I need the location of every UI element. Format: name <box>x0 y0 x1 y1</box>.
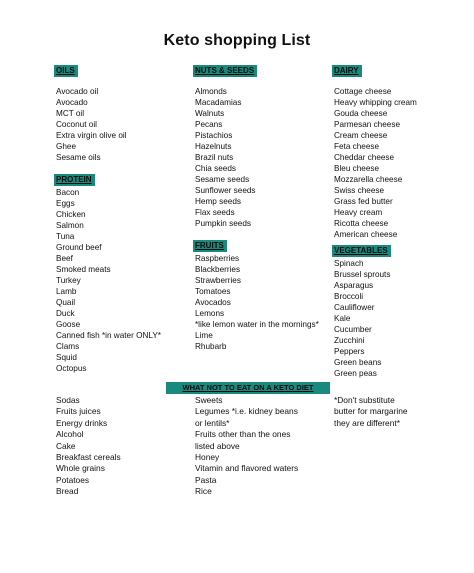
vegetables-item: Zucchini <box>334 336 365 345</box>
nuts-seeds-item: Almonds <box>195 87 227 96</box>
dairy-item: Bleu cheese <box>334 164 380 173</box>
avoid-item: Fruits other than the ones <box>195 429 291 440</box>
dairy-item: Heavy whipping cream <box>334 98 417 107</box>
avoid-note-line: butter for margarine <box>334 406 408 417</box>
avoid-item: Energy drinks <box>56 417 108 428</box>
nuts-seeds-item: Macadamias <box>195 98 242 107</box>
protein-item: Duck <box>56 309 75 318</box>
protein-item: Canned fish *in water ONLY* <box>56 331 161 340</box>
protein-item: Eggs <box>56 199 75 208</box>
vegetables-item: Green peas <box>334 369 377 378</box>
protein-list <box>56 187 161 374</box>
oils-item: Extra virgin olive oil <box>56 131 127 140</box>
nuts-seeds-item: Hazelnuts <box>195 142 232 151</box>
dairy-item: Parmesan cheese <box>334 120 400 129</box>
avoid-item: Pasta <box>195 474 217 485</box>
protein-item: Salmon <box>56 221 84 230</box>
page-title: Keto shopping List <box>163 32 311 49</box>
nuts-heading: NUTS & SEEDS <box>193 65 257 77</box>
dairy-item: Feta cheese <box>334 142 380 151</box>
avoid-item: Bread <box>56 486 79 497</box>
vegetables-heading: VEGETABLES <box>332 245 391 257</box>
dairy-item: Gouda cheese <box>334 109 388 118</box>
nuts-seeds-item: Pumpkin seeds <box>195 219 251 228</box>
protein-item: Tuna <box>56 232 75 241</box>
avoid-note <box>334 395 408 429</box>
oils-item: Ghee <box>56 142 77 151</box>
avoid-list-2 <box>195 395 298 498</box>
protein-item: Bacon <box>56 188 80 197</box>
protein-item: Chicken <box>56 210 86 219</box>
protein-heading: PROTEIN <box>54 174 95 186</box>
avoid-list-1 <box>56 395 121 498</box>
fruits-item: Rhubarb <box>195 342 227 351</box>
dairy-item: Mozzarella cheese <box>334 175 403 184</box>
avoid-item: Honey <box>195 452 220 463</box>
vegetables-item: Broccoli <box>334 292 364 301</box>
avoid-note-line: *Don't substitute <box>334 395 395 405</box>
dairy-item: Cheddar cheese <box>334 153 395 162</box>
avoid-item: Fruits juices <box>56 406 101 417</box>
oils-heading: OILS <box>54 65 78 77</box>
oils-item: Sesame oils <box>56 153 101 162</box>
oils-item: Avocado <box>56 98 88 107</box>
fruits-heading: FRUITS <box>193 240 227 252</box>
avoid-note-line: they are different* <box>334 417 400 428</box>
oils-list <box>56 86 161 163</box>
vegetables-item: Brussel sprouts <box>334 270 391 279</box>
protein-item: Squid <box>56 353 77 362</box>
vegetables-item: Green beans <box>334 358 382 367</box>
nuts-seeds-item: Flax seeds <box>195 208 235 217</box>
vegetables-list <box>334 258 417 379</box>
vegetables-item: Spinach <box>334 259 364 268</box>
avoid-item: Alcohol <box>56 429 84 440</box>
dairy-item: Heavy cream <box>334 208 383 217</box>
protein-item: Smoked meats <box>56 265 111 274</box>
protein-item: Octopus <box>56 364 87 373</box>
protein-item: Clams <box>56 342 80 351</box>
dairy-item: Grass fed butter <box>334 197 393 206</box>
fruits-list <box>195 253 319 352</box>
dairy-item: Swiss cheese <box>334 186 385 195</box>
dairy-item: Cottage cheese <box>334 87 392 96</box>
avoid-item: Whole grains <box>56 463 105 474</box>
nuts-seeds-item: Hemp seeds <box>195 197 241 206</box>
nuts-seeds-item: Sunflower seeds <box>195 186 256 195</box>
vegetables-item: Kale <box>334 314 351 323</box>
protein-item: Ground beef <box>56 243 102 252</box>
fruits-item: Blackberries <box>195 265 241 274</box>
dairy-item: Cream cheese <box>334 131 388 140</box>
avoid-item: Potatoes <box>56 474 90 485</box>
dairy-item: Ricotta cheese <box>334 219 389 228</box>
protein-item: Turkey <box>56 276 81 285</box>
avoid-item: Legumes *i.e. kidney beans <box>195 406 298 417</box>
vegetables-item: Cauliflower <box>334 303 375 312</box>
vegetables-item: Peppers <box>334 347 365 356</box>
fruits-item: Lemons <box>195 309 225 318</box>
protein-item: Goose <box>56 320 81 329</box>
dairy-item: American cheese <box>334 230 398 239</box>
avoid-heading: WHAT NOT TO EAT ON A KETO DIET <box>166 382 330 394</box>
avoid-item: or lentils* <box>195 417 230 428</box>
nuts-seeds-item: Brazil nuts <box>195 153 234 162</box>
dairy-heading: DAIRY <box>332 65 362 77</box>
avoid-item: Cake <box>56 440 76 451</box>
avoid-item: Sweets <box>195 395 223 405</box>
nuts-seeds-item: Pistachios <box>195 131 233 140</box>
vegetables-item: Asparagus <box>334 281 374 290</box>
protein-item: Quail <box>56 298 76 307</box>
nuts-seeds-item: Walnuts <box>195 109 225 118</box>
avoid-item: Vitamin and flavored waters <box>195 463 299 474</box>
avoid-item: listed above <box>195 440 240 451</box>
fruits-item: Lime <box>195 331 213 340</box>
column-middle <box>195 60 319 352</box>
fruits-item: Strawberries <box>195 276 241 285</box>
avoid-item: Sodas <box>56 395 80 405</box>
fruits-item: Tomatoes <box>195 287 231 296</box>
protein-item: Beef <box>56 254 73 263</box>
nuts-seeds-list <box>195 86 319 229</box>
avoid-item: Rice <box>195 486 212 497</box>
fruits-item: *like lemon water in the mornings* <box>195 320 319 329</box>
column-right <box>334 60 417 379</box>
oils-item: MCT oil <box>56 109 85 118</box>
vegetables-item: Cucumber <box>334 325 372 334</box>
oils-item: Avocado oil <box>56 87 99 96</box>
protein-item: Lamb <box>56 287 77 296</box>
oils-item: Coconut oil <box>56 120 97 129</box>
column-left <box>56 60 161 374</box>
fruits-item: Raspberries <box>195 254 240 263</box>
nuts-seeds-item: Chia seeds <box>195 164 236 173</box>
nuts-seeds-item: Sesame seeds <box>195 175 250 184</box>
dairy-list <box>334 86 417 240</box>
nuts-seeds-item: Pecans <box>195 120 223 129</box>
fruits-item: Avocados <box>195 298 231 307</box>
avoid-item: Breakfast cereals <box>56 452 121 463</box>
